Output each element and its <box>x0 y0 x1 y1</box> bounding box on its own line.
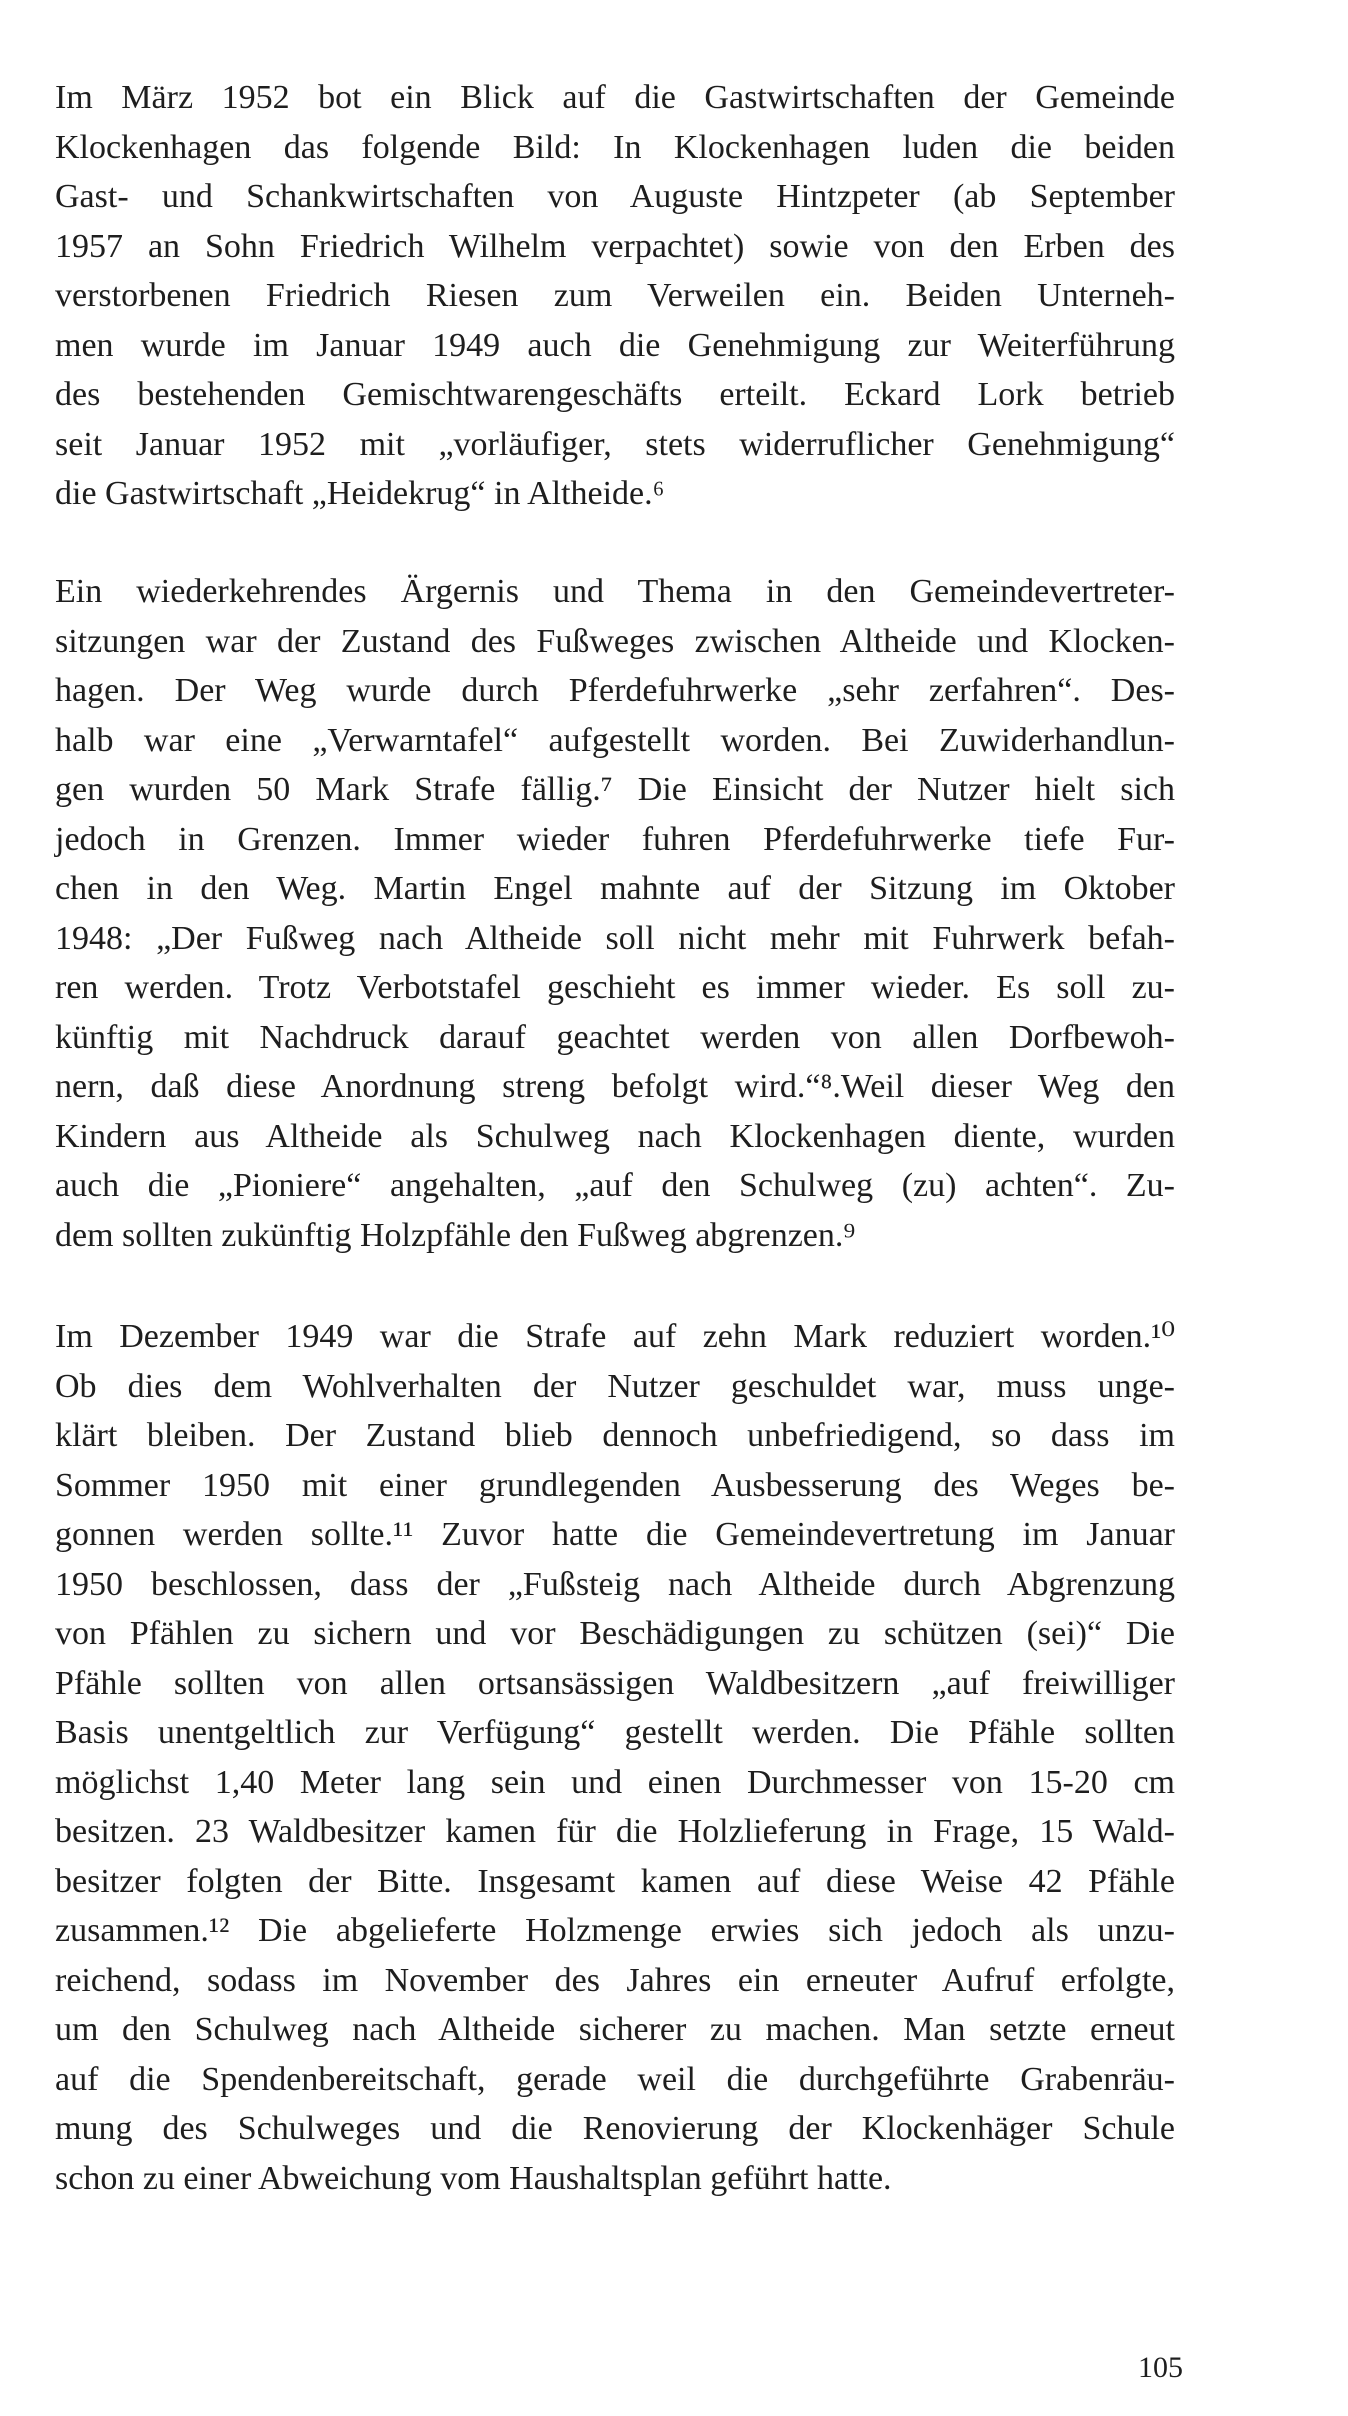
text-line: möglichst 1,40 Meter lang sein und einen Durchmesser von 15-20 cm <box>55 1763 1175 1801</box>
text-line: reichend, sodass im November des Jahres ein erneuter Aufruf erfolgte, <box>55 1961 1175 1999</box>
text-line: jedoch in Grenzen. Immer wieder fuhren Pferdefuhrwerke tiefe Fur- <box>55 820 1175 858</box>
text-line: Kindern aus Altheide als Schulweg nach Klockenhagen diente, wurden <box>55 1117 1175 1155</box>
text-line: Im Dezember 1949 war die Strafe auf zehn Mark reduziert worden.¹⁰ <box>55 1318 1175 1355</box>
text-line: nern, daß diese Anordnung streng befolgt wird.“⁸.Weil dieser Weg den <box>55 1068 1175 1105</box>
text-line: ren werden. Trotz Verbotstafel geschieht es immer wieder. Es soll zu- <box>55 969 1175 1006</box>
text-line: Sommer 1950 mit einer grundlegenden Ausbesserung des Weges be- <box>55 1466 1175 1504</box>
text-line: Im März 1952 bot ein Blick auf die Gastwirtschaften der Gemeinde <box>55 79 1175 116</box>
text-line: Klockenhagen das folgende Bild: In Klockenhagen luden die beiden <box>55 128 1175 166</box>
text-line: 1950 beschlossen, dass der „Fußsteig nach Altheide durch Abgrenzung <box>55 1565 1175 1603</box>
text-line: künftig mit Nachdruck darauf geachtet werden von allen Dorfbewoh- <box>55 1018 1175 1056</box>
text-line: zusammen.¹² Die abgelieferte Holzmenge erwies sich jedoch als unzu- <box>55 1912 1175 1949</box>
page-number: 105 <box>1138 2351 1183 2384</box>
text-line: Ein wiederkehrendes Ärgernis und Thema in den Gemeindevertreter- <box>55 573 1175 610</box>
text-line: klärt bleiben. Der Zustand blieb dennoch unbefriedigend, so dass im <box>55 1417 1175 1454</box>
text-line: men wurde im Januar 1949 auch die Genehmigung zur Weiterführung <box>55 326 1175 364</box>
text-line: 1948: „Der Fußweg nach Altheide soll nicht mehr mit Fuhrwerk befah- <box>55 919 1175 957</box>
text-line: hagen. Der Weg wurde durch Pferdefuhrwerke „sehr zerfahren“. Des- <box>55 672 1175 709</box>
text-line: gen wurden 50 Mark Strafe fällig.⁷ Die Einsicht der Nutzer hielt sich <box>55 771 1175 808</box>
paragraph-3 <box>55 1312 1175 2203</box>
text-line: verstorbenen Friedrich Riesen zum Verweilen ein. Beiden Unterneh- <box>55 277 1175 314</box>
text-line: Ob dies dem Wohlverhalten der Nutzer geschuldet war, muss unge- <box>55 1367 1175 1405</box>
text-line: des bestehenden Gemischtwarengeschäfts erteilt. Eckard Lork betrieb <box>55 376 1175 413</box>
text-line: seit Januar 1952 mit „vorläufiger, stets widerruflicher Genehmigung“ <box>55 425 1175 463</box>
text-line: 1957 an Sohn Friedrich Wilhelm verpachtet) sowie von den Erben des <box>55 227 1175 265</box>
text-line: Pfähle sollten von allen ortsansässigen Waldbesitzern „auf freiwilliger <box>55 1664 1175 1702</box>
text-line: Gast- und Schankwirtschaften von Auguste Hintzpeter (ab September <box>55 178 1175 215</box>
text-line: besitzer folgten der Bitte. Insgesamt kamen auf diese Weise 42 Pfähle <box>55 1862 1175 1900</box>
text-line: chen in den Weg. Martin Engel mahnte auf der Sitzung im Oktober <box>55 870 1175 907</box>
text-line: mung des Schulweges und die Renovierung der Klockenhäger Schule <box>55 2110 1175 2147</box>
text-line: die Gastwirtschaft „Heidekrug“ in Altheide.⁶ <box>55 475 665 512</box>
text-line: schon zu einer Abweichung vom Haushaltsplan geführt hatte. <box>55 2159 892 2197</box>
text-line: halb war eine „Verwarntafel“ aufgestellt worden. Bei Zuwiderhandlun- <box>55 721 1175 759</box>
text-line: Basis unentgeltlich zur Verfügung“ gestellt werden. Die Pfähle sollten <box>55 1714 1175 1751</box>
text-line: von Pfählen zu sichern und vor Beschädigungen zu schützen (sei)“ Die <box>55 1615 1175 1652</box>
text-line: gonnen werden sollte.¹¹ Zuvor hatte die Gemeindevertretung im Januar <box>55 1516 1175 1553</box>
text-line: dem sollten zukünftig Holzpfähle den Fußweg abgrenzen.⁹ <box>55 1216 856 1254</box>
text-line: besitzen. 23 Waldbesitzer kamen für die Holzlieferung in Frage, 15 Wald- <box>55 1813 1175 1850</box>
paragraph-2 <box>55 567 1175 1260</box>
text-line: um den Schulweg nach Altheide sicherer zu machen. Man setzte erneut <box>55 2011 1175 2048</box>
text-line: sitzungen war der Zustand des Fußweges zwischen Altheide und Klocken- <box>55 622 1175 660</box>
paragraph-1 <box>55 73 1175 519</box>
text-line: auf die Spendenbereitschaft, gerade weil die durchgeführte Grabenräu- <box>55 2060 1175 2098</box>
text-line: auch die „Pioniere“ angehalten, „auf den Schulweg (zu) achten“. Zu- <box>55 1167 1175 1204</box>
